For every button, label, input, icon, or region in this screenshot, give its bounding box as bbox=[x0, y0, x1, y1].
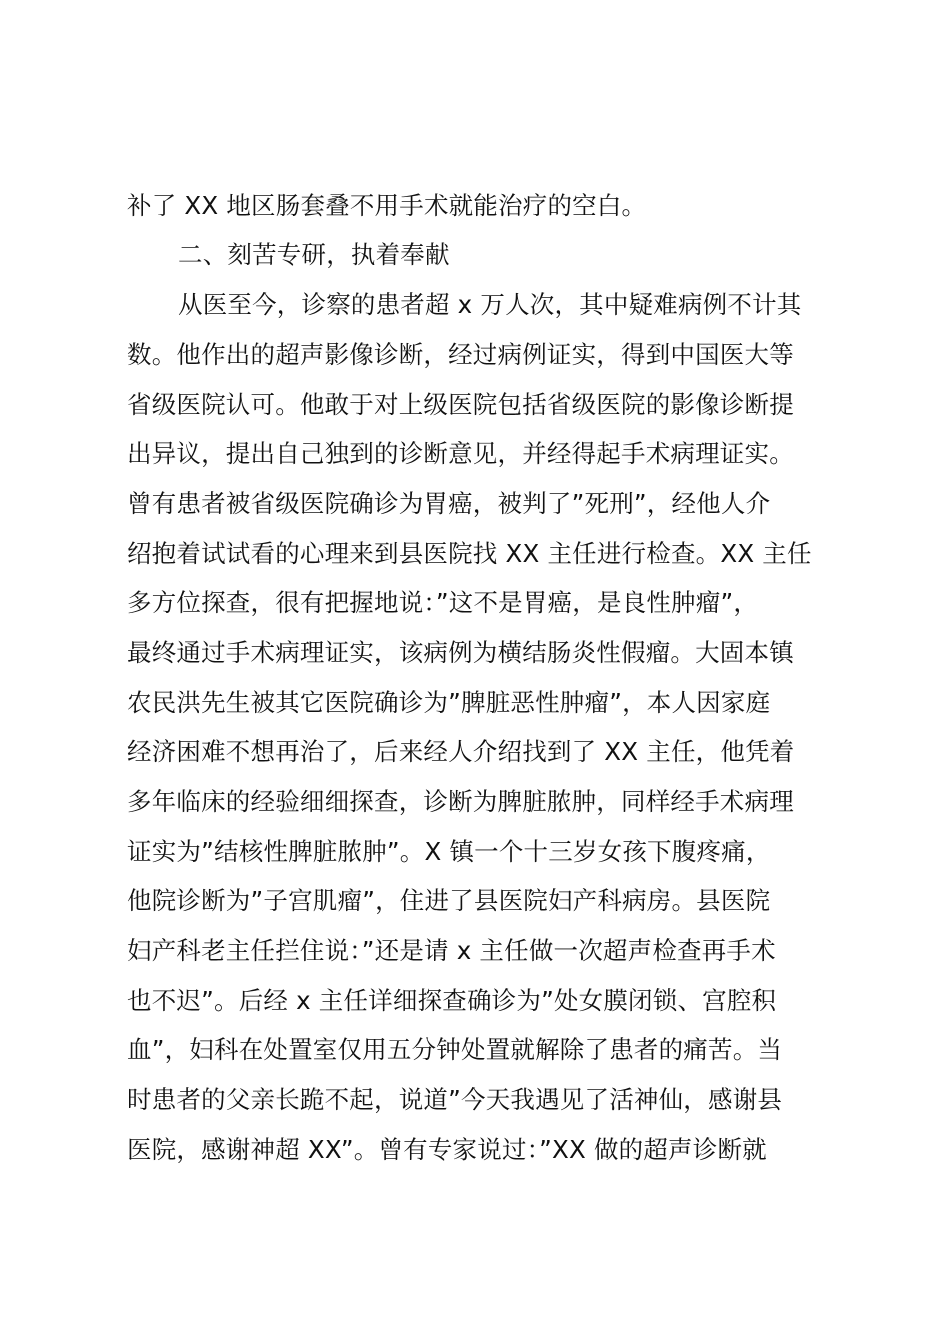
paragraph-line: 绍抱着试试看的心理来到县医院找 XX 主任进行检查。XX 主任 bbox=[127, 539, 812, 568]
paragraph-line: 医院，感谢神超 XX”。曾有专家说过：”XX 做的超声诊断就 bbox=[127, 1135, 767, 1164]
paragraph-line: 补了 XX 地区肠套叠不用手术就能治疗的空白。 bbox=[127, 191, 647, 220]
paragraph-line: 他院诊断为”子宫肌瘤”，住进了县医院妇产科病房。县医院 bbox=[127, 886, 771, 915]
paragraph-line: 出异议，提出自己独到的诊断意见，并经得起手术病理证实。 bbox=[127, 439, 794, 468]
section-heading: 二、刻苦专研，执着奉献 bbox=[178, 240, 450, 269]
paragraph-line: 数。他作出的超声影像诊断，经过病例证实，得到中国医大等 bbox=[127, 340, 794, 369]
paragraph-line: 多方位探查，很有把握地说：”这不是胃癌，是良性肿瘤”， bbox=[127, 588, 759, 617]
paragraph-line: 妇产科老主任拦住说：”还是请 x 主任做一次超声检查再手术 bbox=[127, 936, 776, 965]
paragraph-line: 证实为”结核性脾脏脓肿”。X 镇一个十三岁女孩下腹疼痛， bbox=[127, 837, 771, 866]
paragraph-line: 从医至今，诊察的患者超 x 万人次，其中疑难病例不计其 bbox=[178, 290, 802, 319]
paragraph-line: 经济困难不想再治了，后来经人介绍找到了 XX 主任，他凭着 bbox=[127, 737, 795, 766]
paragraph-line: 最终通过手术病理证实，该病例为横结肠炎性假瘤。大固本镇 bbox=[127, 638, 794, 667]
paragraph-line: 时患者的父亲长跪不起，说道”今天我遇见了活神仙，感谢县 bbox=[127, 1085, 783, 1114]
paragraph-line: 血”，妇科在处置室仅用五分钟处置就解除了患者的痛苦。当 bbox=[127, 1035, 783, 1064]
paragraph-line: 省级医院认可。他敢于对上级医院包括省级医院的影像诊断提 bbox=[127, 390, 794, 419]
paragraph-line: 曾有患者被省级医院确诊为胃癌，被判了”死刑”，经他人介 bbox=[127, 489, 771, 518]
paragraph-line: 也不迟”。后经 x 主任详细探查确诊为”处女膜闭锁、宫腔积 bbox=[127, 986, 777, 1015]
paragraph-line: 农民洪先生被其它医院确诊为”脾脏恶性肿瘤”，本人因家庭 bbox=[127, 688, 771, 717]
paragraph-line: 多年临床的经验细细探查，诊断为脾脏脓肿，同样经手术病理 bbox=[127, 787, 794, 816]
